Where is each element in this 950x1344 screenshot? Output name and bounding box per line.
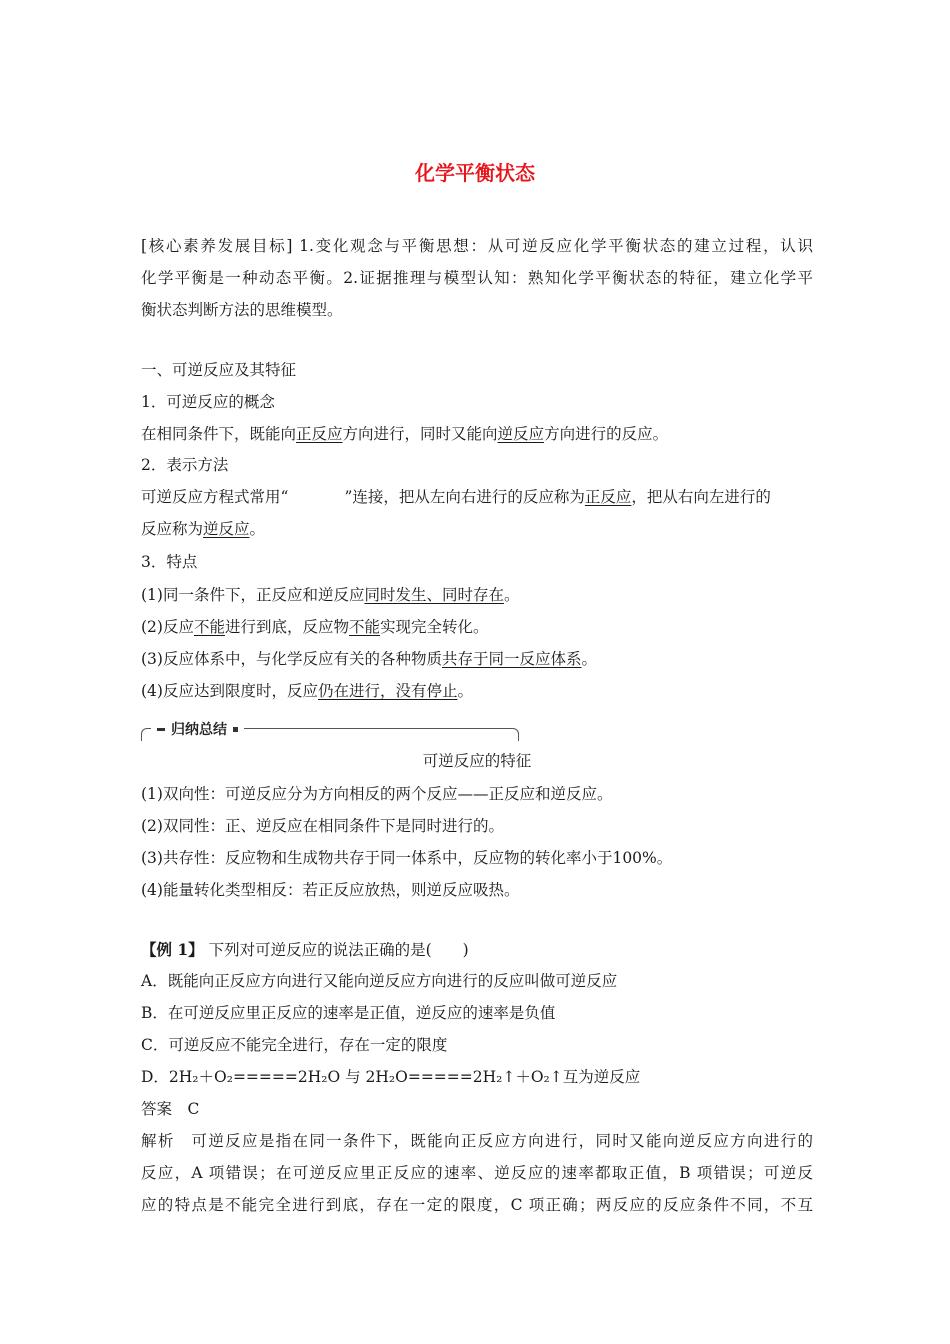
answer: 答案 C [141, 1100, 200, 1118]
example-question [141, 940, 813, 960]
item2-text-line-2 [141, 519, 813, 539]
dash-icon [157, 728, 165, 731]
text-span: (2)反应 [141, 618, 194, 636]
point-2 [141, 617, 813, 637]
option-a: A．既能向正反应方向进行又能向逆反应方向进行的反应叫做可逆反应 [141, 972, 618, 990]
item1-heading: 1．可逆反应的概念 [141, 393, 275, 411]
reversible-arrow-icon [288, 491, 344, 505]
underlined-answer: 共存于同一反应体系 [441, 650, 582, 668]
underlined-answer: 正反应 [296, 425, 343, 443]
text-span: ”连接，把从左向右进行的反应称为 [344, 488, 585, 506]
question-text: 下列对可逆反应的说法正确的是( ) [203, 941, 469, 959]
item2-text-line-1 [141, 487, 813, 507]
option-c: C．可逆反应不能完全进行，存在一定的限度 [141, 1036, 448, 1054]
text-span: (3)反应体系中，与化学反应有关的各种物质 [141, 650, 442, 668]
point-3 [141, 649, 813, 669]
text-span: 实现完全转化。 [380, 618, 489, 636]
summary-line: (3)共存性：反应物和生成物共存于同一体系中，反应物的转化率小于100%。 [141, 849, 673, 867]
text-span: 。 [503, 586, 520, 604]
text-span: 反应称为 [141, 520, 204, 538]
text-span: 方向进行的反应。 [544, 425, 669, 443]
point-1 [141, 585, 813, 605]
summary-line: (1)双向性：可逆反应分为方向相反的两个反应——正反应和逆反应。 [141, 785, 613, 803]
example-tag: 【例 1】 [141, 940, 204, 959]
text-span: 可逆反应方程式常用“ [141, 488, 289, 506]
text-span: 进行到底，反应物 [224, 618, 349, 636]
summary-label-box [151, 719, 244, 739]
page-title: 化学平衡状态 [415, 161, 535, 185]
text-span: 。 [249, 520, 266, 538]
goals-line-2: 化学平衡是一种动态平衡。2.证据推理与模型认知：熟知化学平衡状态的特征，建立化学平 [141, 269, 813, 287]
item1-text [141, 424, 813, 444]
summary-line: (4)能量转化类型相反：若正反应放热，则逆反应吸热。 [141, 881, 520, 899]
option-d: D．2H₂＋O₂=====2H₂O 与 2H₂O=====2H₂↑＋O₂↑互为逆反应 [141, 1068, 641, 1086]
analysis-line-2: 反应，A 项错误；在可逆反应里正反应的速率、逆反应的速率都取正值，B 项错误；可逆反 [141, 1164, 813, 1182]
text-span: 方向进行，同时又能向 [342, 425, 498, 443]
item2-heading: 2．表示方法 [141, 456, 229, 474]
underlined-answer: 仍在进行，没有停止 [317, 682, 458, 700]
underlined-answer: 逆反应 [203, 520, 250, 538]
underlined-answer: 不能 [349, 618, 381, 636]
text-span: (1)同一条件下，正反应和逆反应 [141, 586, 365, 604]
analysis-line-1: 解析 可逆反应是指在同一条件下，既能向正反应方向进行，同时又能向逆反应方向进行的 [141, 1132, 813, 1150]
section-heading: 一、可逆反应及其特征 [141, 361, 297, 379]
point-4 [141, 681, 813, 701]
underlined-answer: 不能 [193, 618, 225, 636]
goals-line-1: [核心素养发展目标] 1.变化观念与平衡思想：从可逆反应化学平衡状态的建立过程，认识 [141, 237, 813, 255]
text-span: 。 [581, 650, 597, 668]
goals-line-3: 衡状态判断方法的思维模型。 [141, 301, 343, 319]
text-span: ，把从右向左进行的 [631, 488, 771, 506]
item3-heading: 3．特点 [141, 553, 198, 571]
text-span: (4)反应达到限度时，反应 [141, 682, 318, 700]
analysis-line-3: 应的特点是不能完全进行到底，存在一定的限度，C 项正确；两反应的反应条件不同，不互 [141, 1196, 813, 1214]
underlined-answer: 正反应 [584, 488, 632, 506]
option-b: B．在可逆反应里正反应的速率是正值，逆反应的速率是负值 [141, 1004, 556, 1022]
underlined-answer: 逆反应 [497, 425, 545, 443]
summary-line: (2)双同性：正、逆反应在相同条件下是同时进行的。 [141, 817, 504, 835]
square-icon [233, 727, 238, 732]
underlined-answer: 同时发生、同时存在 [364, 586, 504, 604]
summary-header [141, 719, 519, 743]
summary-label: 归纳总结 [171, 722, 227, 738]
text-span: 在相同条件下，既能向 [141, 425, 297, 443]
text-span: 。 [457, 682, 473, 700]
summary-subtitle: 可逆反应的特征 [422, 752, 532, 770]
